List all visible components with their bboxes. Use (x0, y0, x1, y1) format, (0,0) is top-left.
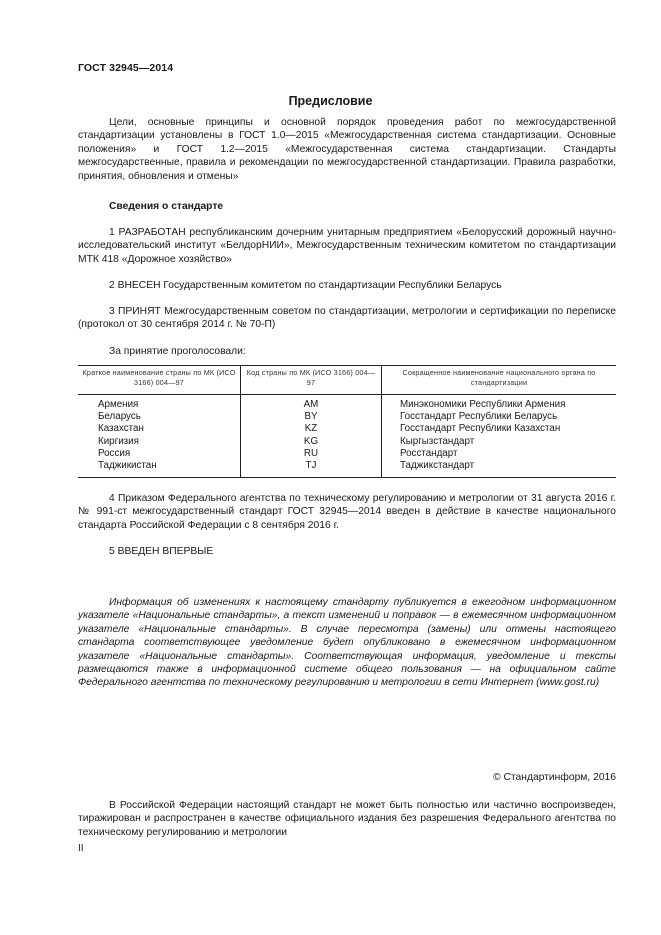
code-cell: BY (241, 411, 382, 423)
table-row (78, 436, 616, 448)
votes-table (78, 365, 616, 478)
page-title: Предисловие (288, 94, 373, 108)
change-notice: Информация об изменениях к настоящему стандарту публикуется в ежегодном информационном указателе «Национальные стандарты», а текст изменений и поправок — в ежемесячном информационном указателе «Национальные стандарты». В случае пересмотра (замены) или отмены настоящего стандарта соответствующее уведомление будет опубликовано в ежемесячном информационном указателе «Национальные стандарты». Соответствующая информация, уведомление и тексты размещаются также в информационной системе общего пользования — на официальном сайте Федерального агентства по техническому регулированию и метрологии в сети Интернет (www.gost.ru) (78, 597, 616, 689)
item-5-introduced: 5 ВВЕДЕН ВПЕРВЫЕ (109, 546, 214, 557)
item-2-submitted: 2 ВНЕСЕН Государственным комитетом по стандартизации Республики Беларусь (109, 280, 502, 291)
body-cell: Кыргызстандарт (400, 435, 475, 447)
column-header-body: Сокращенное наименование национального органа по стандартизации (382, 365, 617, 395)
rights-statement: В Российской Федерации настоящий стандарт не может быть полностью или частично воспроизведен, тиражирован и распространен в качестве официального издания без разрешения Федерального агентства по техническому регулированию и метрологии (78, 800, 616, 838)
country-cell: Казахстан (78, 423, 241, 435)
body-cell: Росстандарт (400, 447, 458, 459)
code-cell: AM (241, 399, 382, 411)
item-4-order: 4 Приказом Федерального агентства по техническому регулированию и метрологии от 31 августа 2016 г. № 991-ст межгосударственный стандарт ГОСТ 32945—2014 введен в действие в качестве национального стандарта Российской Федерации с 8 сентября 2016 г. (78, 493, 616, 531)
table-row (78, 411, 616, 423)
country-cell: Киргизия (78, 436, 241, 448)
voted-label: За принятие проголосовали: (109, 346, 246, 357)
code-cell: KZ (241, 423, 382, 435)
country-cell: Армения (78, 399, 241, 411)
country-cell: Россия (78, 448, 241, 460)
column-header-code: Код страны по МК (ИСО 3166) 004—97 (241, 365, 382, 395)
column-header-country: Краткое наименование страны по МК (ИСО 3166) 004—97 (78, 365, 241, 395)
table-row (78, 423, 616, 435)
table-row (78, 460, 616, 472)
body-cell: Госстандарт Республики Беларусь (400, 411, 558, 423)
intro-paragraph: Цели, основные принципы и основной порядок проведения работ по межгосударственной стандартизации установлены в ГОСТ 1.0—2015 «Межгосударственная система стандартизации. Основные положения» и ГОСТ 1.2—2015 «Межгосударственная система стандартизации. Стандарты межгосударственные, правила и рекомендации по межгосударственной стандартизации. Правила разработки, принятия, обновления и отмены» (78, 117, 616, 182)
code-cell: TJ (241, 460, 382, 472)
document-header: ГОСТ 32945—2014 (78, 62, 174, 74)
copyright: © Стандартинформ, 2016 (493, 772, 616, 783)
item-3-adopted: 3 ПРИНЯТ Межгосударственным советом по стандартизации, метрологии и сертификации по переписке (протокол от 30 сентября 2014 г. № 70-П) (78, 306, 616, 331)
code-cell: RU (241, 448, 382, 460)
table-row (78, 399, 616, 411)
body-cell: Госстандарт Республики Казахстан (400, 423, 561, 435)
country-cell: Беларусь (78, 411, 241, 423)
info-heading: Сведения о стандарте (109, 201, 224, 212)
country-cell: Таджикистан (78, 460, 241, 472)
code-cell: KG (241, 436, 382, 448)
page-number: II (78, 843, 84, 854)
body-cell: Таджикстандарт (400, 460, 475, 472)
table-row (78, 448, 616, 460)
item-1-developed: 1 РАЗРАБОТАН республиканским дочерним унитарным предприятием «Белорусский дорожный научно-исследовательский институт «БелдорНИИ», Межгосударственным техническим комитетом по стандартизации МТК 418 «Дорожное хозяйство» (78, 227, 616, 265)
body-cell: Минэкономики Республики Армения (400, 399, 566, 410)
